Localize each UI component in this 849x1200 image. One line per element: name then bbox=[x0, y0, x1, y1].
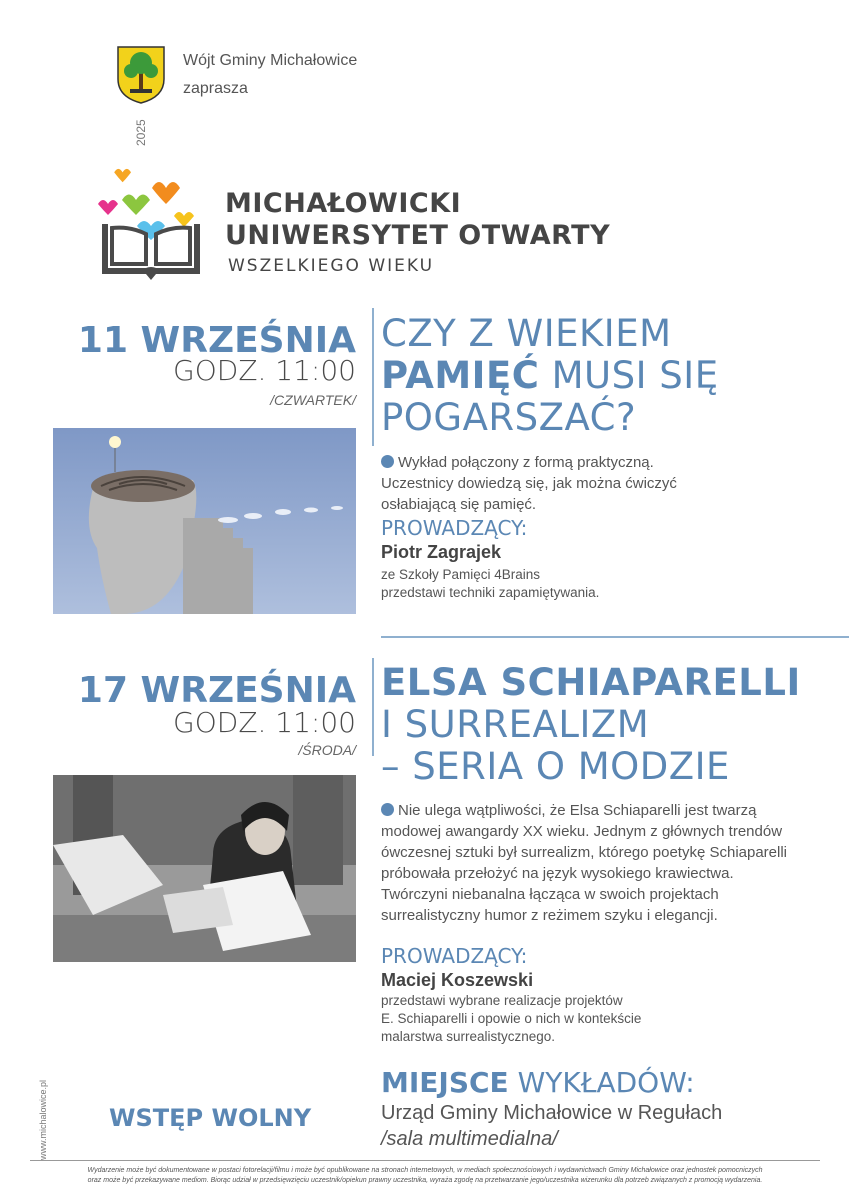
brand-line3: WSZELKIEGO WIEKU bbox=[228, 256, 435, 276]
event1-time: GODZ. 11:00 bbox=[173, 354, 356, 387]
coat-of-arms-icon bbox=[116, 45, 166, 105]
event1-title-line3: POGARSZAĆ? bbox=[381, 396, 637, 439]
events-separator bbox=[381, 636, 849, 638]
event2-title-line1: ELSA SCHIAPARELLI bbox=[381, 661, 801, 704]
disclaimer-line2: oraz może być przekazywane mediom. Biorąc udział w przedsięwzięciu uczestnik/opiekun prawny uczestnika, wyraża zgodę na przetwarzanie jego/uczestnika wizerunku dla potrzeb związanych z promocją wydarzenia. bbox=[87, 1177, 763, 1184]
event1-photo bbox=[53, 428, 356, 614]
venue-line1: Urząd Gminy Michałowice w Regułach bbox=[381, 1102, 723, 1124]
brand-line2: UNIWERSYTET OTWARTY bbox=[225, 220, 611, 251]
open-book-hearts-logo-icon bbox=[96, 168, 206, 280]
event2-description: Nie ulega wątpliwości, że Elsa Schiaparelli jest twarzą modowej awangardy XX wieku. Jednym z głównych trendów ówczesnej sztuki był surrealizm, którego poetykę Schiaparelli próbowała przełożyć na język wysokiego krawiectwa. Twórczyni niebanalna łącząca w swoich projektach surrealistyczny humor z reżimem szyku i elegancji. bbox=[381, 802, 788, 924]
footer-rule bbox=[30, 1160, 820, 1161]
event2-leader-label: PROWADZĄCY: bbox=[381, 944, 528, 968]
website-label: www.michalowice.pl bbox=[38, 1079, 48, 1160]
bullet-icon bbox=[381, 803, 394, 816]
event1-leader-desc1: ze Szkoły Pamięci 4Brains bbox=[381, 567, 541, 582]
venue-label bbox=[381, 1066, 695, 1099]
event1-leader-desc2: przedstawi techniki zapamiętywania. bbox=[381, 585, 600, 600]
event2-date: 17 WRZEŚNIA bbox=[77, 670, 356, 711]
event1-weekday: /CZWARTEK/ bbox=[270, 392, 356, 408]
year-text: 2025 bbox=[134, 119, 148, 146]
event1-description: Wykład połączony z formą praktyczną. Uczestnicy dowiedzą się, jak można ćwiczyć osłabiającą się pamięć. bbox=[381, 454, 677, 513]
event1-title-line1: CZY Z WIEKIEM bbox=[381, 312, 672, 355]
disclaimer-line1: Wydarzenie może być dokumentowane w postaci fotorelacji/filmu i może być opublikowane na stronach internetowych, w mediach społecznościowych i wydawnictwach Gminy Michałowice oraz jednostek pomocniczych bbox=[87, 1167, 763, 1174]
venue-line2: /sala multimedialna/ bbox=[381, 1128, 558, 1150]
venue-label-bold: MIEJSCE bbox=[381, 1066, 509, 1099]
event1-title-line2-rest: MUSI SIĘ bbox=[539, 354, 719, 397]
event2-leader-desc1: przedstawi wybrane realizacje projektów bbox=[381, 993, 623, 1008]
event2-divider bbox=[372, 658, 374, 756]
event1-leader-name: Piotr Zagrajek bbox=[381, 542, 502, 562]
year-label bbox=[134, 119, 148, 146]
venue-label-rest: WYKŁADÓW: bbox=[508, 1066, 695, 1099]
disclaimer bbox=[30, 1166, 820, 1186]
event2-photo bbox=[53, 775, 356, 962]
event1-leader-label: PROWADZĄCY: bbox=[381, 516, 528, 540]
event2-title-line3: – SERIA O MODZIE bbox=[381, 745, 730, 788]
free-entry-label: WSTĘP WOLNY bbox=[109, 1104, 312, 1132]
host-line2: zaprasza bbox=[183, 80, 248, 97]
event2-title bbox=[381, 662, 801, 788]
event1-description-block bbox=[381, 452, 711, 515]
event1-divider bbox=[372, 308, 374, 446]
event2-leader-desc bbox=[381, 992, 641, 1046]
event2-title-line2: I SURREALIZM bbox=[381, 703, 650, 746]
event2-leader-desc2: E. Schiaparelli i opowie o nich w kontekście bbox=[381, 1011, 642, 1026]
bullet-icon bbox=[381, 455, 394, 468]
event1-leader-desc bbox=[381, 566, 599, 602]
event2-leader-name: Maciej Koszewski bbox=[381, 970, 534, 990]
host-line1: Wójt Gminy Michałowice bbox=[183, 52, 358, 69]
event1-title-bold: PAMIĘĆ bbox=[381, 354, 540, 397]
event1-date: 11 WRZEŚNIA bbox=[77, 320, 356, 361]
event2-leader-desc3: malarstwa surrealistycznego. bbox=[381, 1029, 556, 1044]
event2-weekday: /ŚRODA/ bbox=[298, 742, 356, 758]
brand-line1: MICHAŁOWICKI bbox=[225, 188, 462, 219]
host-text bbox=[183, 47, 357, 103]
event2-description-block bbox=[381, 800, 791, 926]
event1-title bbox=[381, 313, 719, 439]
event2-time: GODZ. 11:00 bbox=[173, 706, 356, 739]
event1-title-line2 bbox=[381, 355, 719, 397]
